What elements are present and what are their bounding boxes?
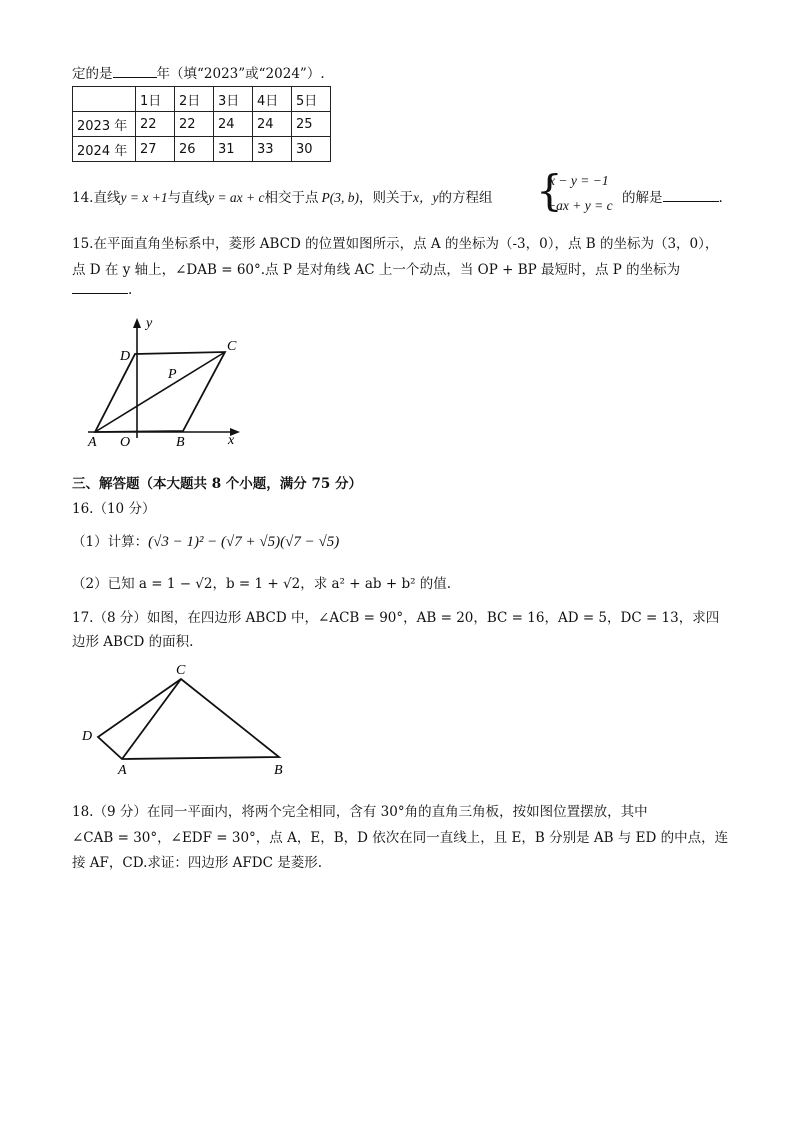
q14-point: P(3, b) [321, 190, 360, 205]
q13-answer-blank [113, 64, 157, 78]
q14-period: . [718, 190, 723, 206]
table-cell: 24 [253, 112, 292, 137]
q14-number: 14. [72, 190, 94, 206]
quadrilateral-figure [78, 660, 298, 778]
table-cell: 33 [253, 137, 292, 162]
q13-text-pre: 定的是 [72, 66, 113, 82]
table-cell: 24 [214, 112, 253, 137]
table-row-label: 2023 年 [73, 112, 136, 137]
table-cell: 30 [292, 137, 331, 162]
label-d: D [82, 729, 93, 744]
table-row [73, 112, 331, 137]
q14-line [72, 186, 493, 206]
label-b: B [274, 763, 283, 778]
q15-line-1: 15.在平面直角坐标系中，菱形 ABCD 的位置如图所示，点 A 的坐标为（-3，0），点 B 的坐标为（3，0）， [72, 236, 719, 252]
q15-line-2: 点 D 在 y 轴上，∠DAB = 60°.点 P 是对角线 AC 上一个动点，当 OP + BP 最短时，点 P 的坐标为 [72, 262, 681, 278]
table-header-row [73, 87, 331, 112]
table-cell: 31 [214, 137, 253, 162]
label-b: B [176, 435, 185, 450]
q14-equation-1: y = x +1 [120, 190, 168, 205]
section-heading: 三、解答题（本大题共 8 个小题，满分 75 分） [72, 476, 362, 492]
table-header-cell: 3日 [214, 87, 253, 112]
label-x: x [228, 433, 235, 448]
quadrilateral-abcd [98, 679, 279, 759]
table-cell: 22 [136, 112, 175, 137]
label-a: A [118, 763, 127, 778]
diagonal-ac [95, 352, 225, 432]
q16-head: 16.（10 分） [72, 501, 156, 517]
q13-tail [72, 62, 325, 82]
system-equation-1: x − y = −1 [549, 173, 609, 188]
label-o: O [120, 435, 131, 450]
q15-period: . [128, 282, 133, 298]
label-d: D [120, 349, 131, 364]
q17-line-1: 17.（8 分）如图，在四边形 ABCD 中，∠ACB = 90°，AB = 20，BC = 16，AD = 5，DC = 13，求四 [72, 610, 720, 626]
label-y: y [146, 316, 153, 331]
table-header-cell: 2日 [175, 87, 214, 112]
table-row [73, 137, 331, 162]
temperature-table [72, 86, 331, 162]
label-a: A [88, 435, 97, 450]
q16-part2: （2）已知 a = 1 − √2，b = 1 + √2，求 a² + ab + b² 的值. [72, 576, 452, 592]
y-axis-arrow [133, 318, 141, 328]
q14-text: 相交于点 [264, 190, 319, 206]
q14-answer-blank [663, 188, 719, 202]
table-header-cell: 5日 [292, 87, 331, 112]
table-header-cell [73, 87, 136, 112]
table-row-label: 2024 年 [73, 137, 136, 162]
system-brace: { [536, 166, 563, 215]
diagonal-ac [122, 679, 181, 759]
q14-tail [622, 186, 723, 206]
q14-equation-2: y = ax + c [208, 190, 265, 205]
q14-text: 的解是 [622, 190, 663, 206]
q16-part1-expression: (√3 − 1)² − (√7 + √5)(√7 − √5) [148, 534, 340, 550]
q16-part1 [72, 530, 339, 551]
q18-line-2: ∠CAB = 30°，∠EDF = 30°，点 A，E，B，D 依次在同一直线上，且 E，B 分别是 AB 与 ED 的中点，连 [72, 830, 729, 846]
q15-line-3 [72, 280, 132, 298]
q14-vars: x，y [413, 190, 439, 205]
table-cell: 27 [136, 137, 175, 162]
q15-answer-blank [72, 280, 128, 294]
q14-text: 直线 [93, 190, 121, 206]
table-cell: 26 [175, 137, 214, 162]
q17-line-2: 边形 ABCD 的面积. [72, 634, 194, 650]
table-header-cell: 1日 [136, 87, 175, 112]
q14-text: ，则关于 [359, 190, 414, 206]
system-equation-2: −ax + y = c [547, 198, 613, 213]
label-p: P [168, 367, 177, 382]
table-header-cell: 4日 [253, 87, 292, 112]
table-cell: 25 [292, 112, 331, 137]
q14-text: 的方程组 [438, 190, 493, 206]
q14-text: 与直线 [167, 190, 209, 206]
label-c: C [176, 663, 186, 678]
q13-text-post: 年（填“2023”或“2024”）. [156, 66, 325, 82]
q18-line-3: 接 AF，CD.求证：四边形 AFDC 是菱形. [72, 855, 323, 871]
rhombus-figure [80, 312, 260, 452]
table-cell: 22 [175, 112, 214, 137]
q18-line-1: 18.（9 分）在同一平面内，将两个完全相同，含有 30°角的直角三角板，按如图位置摆放，其中 [72, 804, 648, 820]
label-c: C [227, 339, 237, 354]
q16-part1-label: （1）计算： [72, 534, 149, 550]
